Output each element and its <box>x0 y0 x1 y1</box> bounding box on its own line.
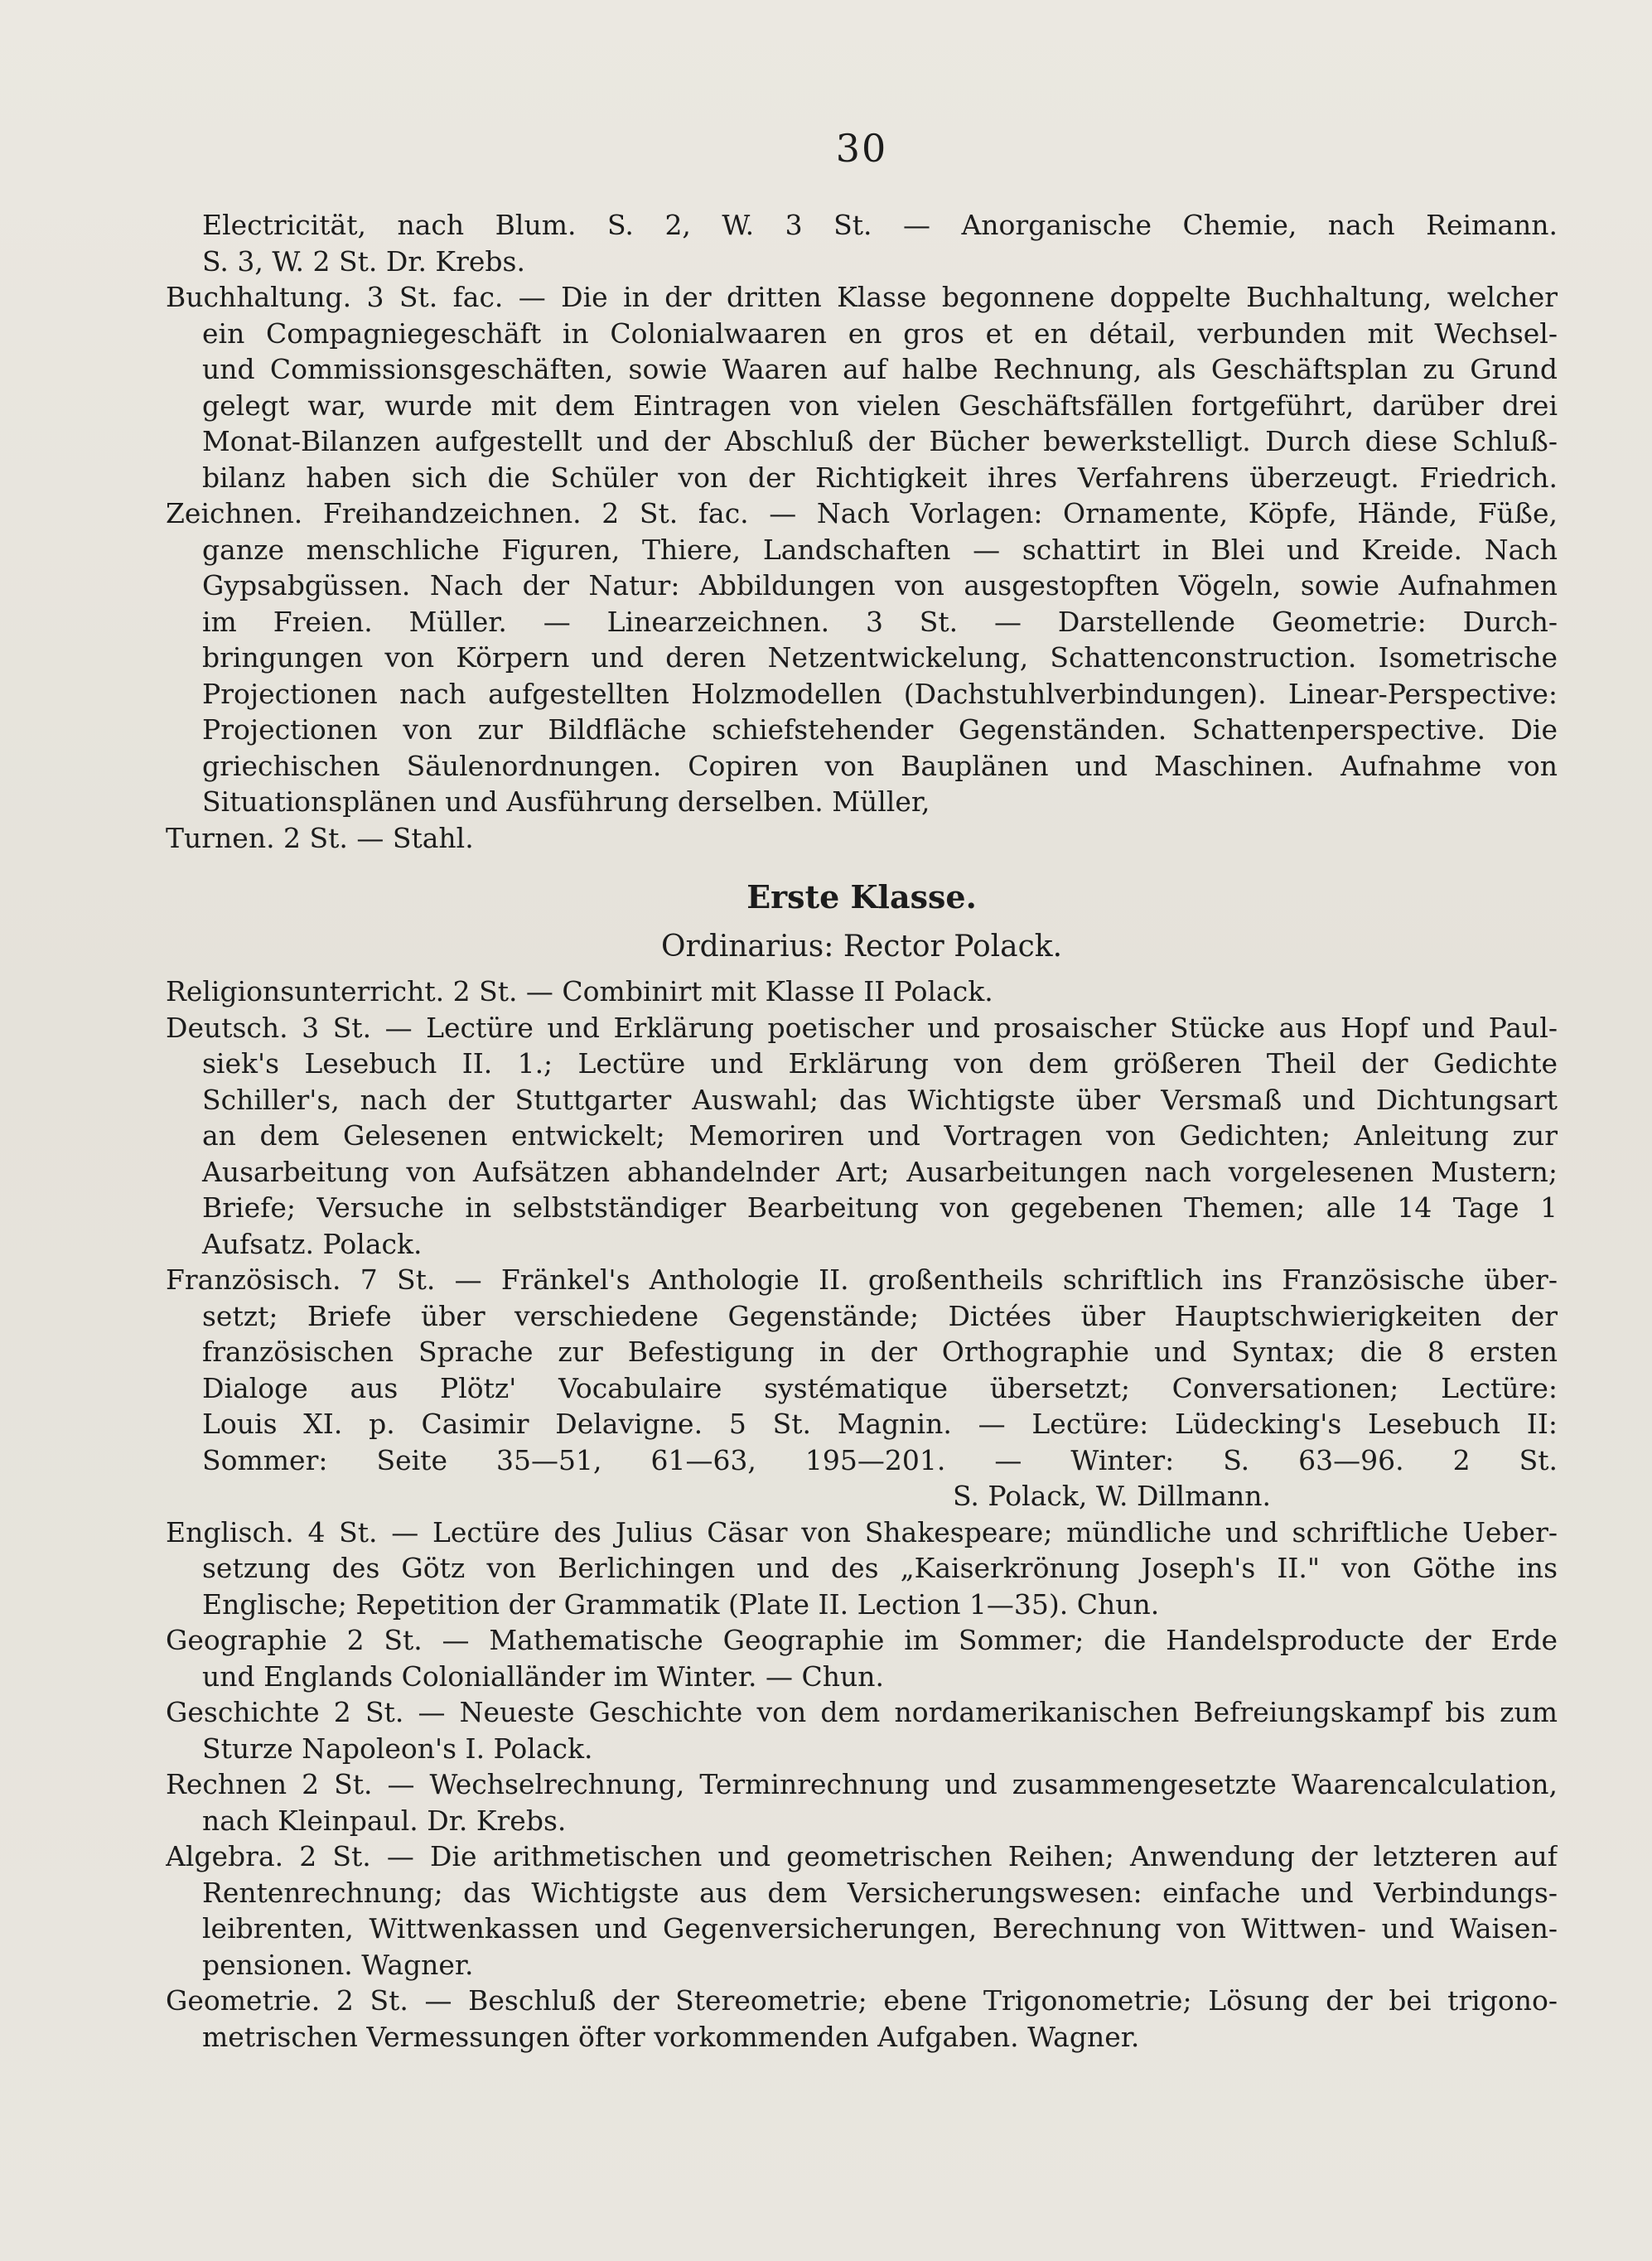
text-line: bringungen von Körpern und deren Netzentwickelung, Schattenconstruction. Isometrische <box>202 641 1558 674</box>
section-subheading: Ordinarius: Rector Polack. <box>660 930 1063 964</box>
text-line: Buchhaltung. 3 St. fac. — Die in der dritten Klasse begonnene doppelte Buchhaltung, welcher <box>166 281 1558 313</box>
text-line: Projectionen von zur Bildfläche schiefstehender Gegenständen. Schattenperspective. Die <box>202 713 1558 746</box>
text-line: Turnen. 2 St. — Stahl. <box>166 821 474 854</box>
text-line: Deutsch. 3 St. — Lectüre und Erklärung poetischer und prosaischer Stücke aus Hopf und Paul- <box>166 1011 1558 1044</box>
text-line: Geschichte 2 St. — Neueste Geschichte von dem nordamerikanischen Befreiungskampf bis zum <box>166 1696 1558 1728</box>
text-line: Religionsunterricht. 2 St. — Combinirt mit Klasse II Polack. <box>166 975 993 1007</box>
text-line: Englische; Repetition der Grammatik (Plate II. Lection 1—35). Chun. <box>202 1587 1160 1621</box>
text-line: an dem Gelesenen entwickelt; Memoriren und Vortragen von Gedichten; Anleitung zur <box>202 1119 1558 1152</box>
page-number: 30 <box>835 126 888 171</box>
text-line: setzt; Briefe über verschiedene Gegenstände; Dictées über Hauptschwierigkeiten der <box>202 1299 1558 1332</box>
text-line: Ausarbeitung von Aufsätzen abhandelnder Art; Ausarbeitungen nach vorgelesenen Mustern; <box>202 1155 1558 1188</box>
text-line: Briefe; Versuche in selbstständiger Bearbeitung von gegebenen Themen; alle 14 Tage 1 <box>202 1191 1558 1224</box>
text-line: Dialoge aus Plötz' Vocabulaire systématique übersetzt; Conversationen; Lectüre: <box>202 1371 1558 1404</box>
text-line: bilanz haben sich die Schüler von der Richtigkeit ihres Verfahrens überzeugt. Friedrich. <box>202 461 1558 494</box>
text-line: griechischen Säulenordnungen. Copiren von Bauplänen und Maschinen. Aufnahme von <box>202 749 1558 782</box>
text-line: Sommer: Seite 35—51, 61—63, 195—201. — Winter: S. 63—96. 2 St. <box>202 1443 1558 1476</box>
text-line: Projectionen nach aufgestellten Holzmodellen (Dachstuhlverbindungen). Linear-Perspective: <box>202 677 1558 710</box>
body-text <box>166 207 1558 2055</box>
text-line: und Commissionsgeschäften, sowie Waaren auf halbe Rechnung, als Geschäftsplan zu Grund <box>202 353 1558 385</box>
text-line: im Freien. Müller. — Linearzeichnen. 3 St. — Darstellende Geometrie: Durch- <box>202 605 1558 638</box>
text-line: Französisch. 7 St. — Fränkel's Anthologie II. großentheils schriftlich ins Französische über- <box>166 1263 1558 1296</box>
text-line: Gypsabgüssen. Nach der Natur: Abbildungen von ausgestopften Vögeln, sowie Aufnahmen <box>202 569 1558 601</box>
text-line: siek's Lesebuch II. 1.; Lectüre und Erklärung von dem größeren Theil der Gedichte <box>202 1047 1558 1080</box>
text-line: Electricität, nach Blum. S. 2, W. 3 St. — Anorganische Chemie, nach Reimann. <box>202 209 1558 241</box>
text-line: Louis XI. p. Casimir Delavigne. 5 St. Magnin. — Lectüre: Lüdecking's Lesebuch II: <box>202 1408 1558 1440</box>
text-line: pensionen. Wagner. <box>202 1948 474 1981</box>
text-line: Geographie 2 St. — Mathematische Geographie im Sommer; die Handelsproducte der Erde <box>166 1624 1558 1656</box>
text-line: französischen Sprache zur Befestigung in der Orthographie und Syntax; die 8 ersten <box>202 1336 1558 1368</box>
text-line: metrischen Vermessungen öfter vorkommenden Aufgaben. Wagner. <box>202 2020 1140 2053</box>
text-line: Schiller's, nach der Stuttgarter Auswahl; das Wichtigste über Versmaß und Dichtungsart <box>202 1083 1558 1116</box>
text-line: S. 3, W. 2 St. Dr. Krebs. <box>202 244 525 278</box>
text-line: Sturze Napoleon's I. Polack. <box>202 1732 593 1765</box>
text-line: nach Kleinpaul. Dr. Krebs. <box>202 1804 567 1837</box>
text-line: Rechnen 2 St. — Wechselrechnung, Terminrechnung und zusammengesetzte Waarencalculation, <box>166 1768 1558 1800</box>
text-line: ganze menschliche Figuren, Thiere, Landschaften — schattirt in Blei und Kreide. Nach <box>202 533 1558 566</box>
text-line: Algebra. 2 St. — Die arithmetischen und geometrischen Reihen; Anwendung der letzteren auf <box>166 1840 1558 1872</box>
section-heading: Erste Klasse. <box>746 879 977 916</box>
text-line: Rentenrechnung; das Wichtigste aus dem Versicherungswesen: einfache und Verbindungs- <box>202 1876 1558 1909</box>
text-line: Monat-Bilanzen aufgestellt und der Abschluß der Bücher bewerkstelligt. Durch diese Schluß- <box>202 425 1558 457</box>
text-line: Geometrie. 2 St. — Beschluß der Stereometrie; ebene Trigonometrie; Lösung der bei trigono- <box>166 1984 1558 2017</box>
text-line: Englisch. 4 St. — Lectüre des Julius Cäsar von Shakespeare; mündliche und schriftliche Ueber- <box>166 1515 1558 1548</box>
text-line: S. Polack, W. Dillmann. <box>953 1480 1272 1512</box>
text-line: gelegt war, wurde mit dem Eintragen von vielen Geschäftsfällen fortgeführt, darüber drei <box>202 389 1558 422</box>
text-line: leibrenten, Wittwenkassen und Gegenversicherungen, Berechnung von Wittwen- und Waisen- <box>202 1912 1558 1945</box>
text-line: setzung des Götz von Berlichingen und des „Kaiserkrönung Joseph's II." von Göthe ins <box>202 1552 1558 1584</box>
text-line: Zeichnen. Freihandzeichnen. 2 St. fac. — Nach Vorlagen: Ornamente, Köpfe, Hände, Füße, <box>166 497 1558 529</box>
text-line: Aufsatz. Polack. <box>202 1227 423 1260</box>
text-line: und Englands Colonialländer im Winter. — Chun. <box>202 1660 884 1693</box>
text-line: ein Compagniegeschäft in Colonialwaaren en gros et en détail, verbunden mit Wechsel- <box>202 316 1558 350</box>
text-line: Situationsplänen und Ausführung derselben. Müller, <box>202 785 930 818</box>
